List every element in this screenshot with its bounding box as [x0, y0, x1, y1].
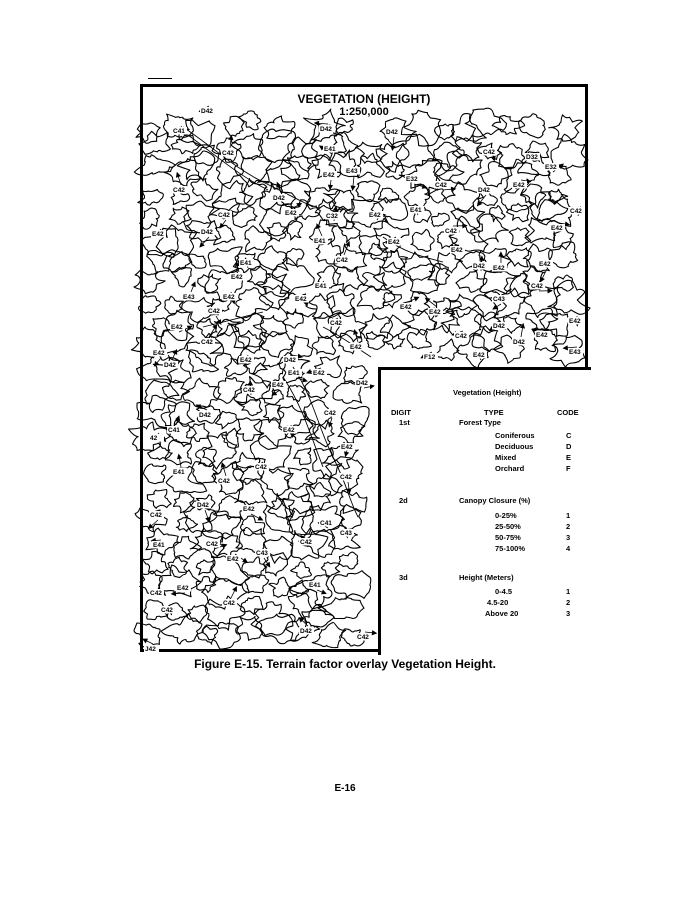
- legend-row-code: E: [566, 453, 572, 462]
- legend-row-label: 0-25%: [495, 511, 517, 520]
- vegetation-area-outline: [139, 296, 161, 313]
- vegetation-area-outline: [139, 131, 171, 154]
- vegetation-area-outline: [236, 394, 262, 415]
- vegetation-code-label: E42: [388, 239, 400, 246]
- vegetation-code-label: E41: [288, 370, 300, 377]
- arrowhead: [307, 370, 312, 374]
- vegetation-area-outline: [147, 490, 171, 509]
- vegetation-area-outline: [438, 253, 462, 273]
- vegetation-area-outline: [282, 137, 318, 171]
- vegetation-area-outline: [358, 153, 385, 178]
- vegetation-code-label: E43: [183, 294, 195, 301]
- vegetation-area-outline: [145, 380, 179, 412]
- vegetation-code-label: C42: [336, 257, 348, 264]
- vegetation-code-label: D42: [320, 126, 332, 133]
- vegetation-code-label: C42: [357, 634, 369, 641]
- vegetation-area-outline: [171, 267, 191, 287]
- vegetation-code-label: E42: [243, 506, 255, 513]
- arrowhead: [493, 305, 498, 309]
- vegetation-code-label: C43: [340, 530, 352, 537]
- vegetation-code-label: J42: [145, 646, 156, 653]
- vegetation-area-outline: [183, 378, 221, 408]
- vegetation-code-label: E42: [323, 172, 335, 179]
- vegetation-code-label: C32: [326, 213, 338, 220]
- vegetation-area-outline: [341, 406, 369, 435]
- vegetation-area-outline: [144, 464, 166, 484]
- legend-row-label: 75-100%: [495, 544, 526, 553]
- vegetation-area-outline: [312, 336, 335, 354]
- vegetation-area-outline: [436, 339, 459, 361]
- vegetation-code-label: C42: [201, 339, 213, 346]
- vegetation-code-label: E42: [240, 357, 252, 364]
- arrowhead: [298, 354, 302, 358]
- vegetation-area-outline: [256, 614, 300, 644]
- vegetation-code-label: E42: [513, 182, 525, 189]
- vegetation-code-label: E41: [314, 238, 326, 245]
- vegetation-code-label: E42: [272, 382, 284, 389]
- vegetation-code-label: E41: [173, 469, 185, 476]
- legend-panel: [378, 367, 591, 655]
- vegetation-code-label: E32: [406, 176, 418, 183]
- arrowhead: [422, 185, 426, 189]
- arrowhead: [243, 558, 247, 562]
- vegetation-code-label: C42: [223, 600, 235, 607]
- vegetation-area-outline: [336, 118, 353, 134]
- vegetation-area-outline: [134, 623, 160, 647]
- vegetation-code-label: C42: [222, 150, 234, 157]
- vegetation-area-outline: [289, 575, 332, 609]
- vegetation-code-label: E42: [429, 309, 441, 316]
- vegetation-area-outline: [366, 332, 385, 350]
- vegetation-code-label: D42: [493, 323, 505, 330]
- vegetation-code-label: C42: [483, 149, 495, 156]
- vegetation-code-label: D42: [201, 108, 213, 115]
- vegetation-code-label: D42: [199, 412, 211, 419]
- legend-digit-3: 3d: [399, 573, 408, 582]
- arrowhead: [541, 277, 545, 282]
- vegetation-area-outline: [331, 571, 371, 600]
- vegetation-code-label: E41: [315, 283, 327, 290]
- figure-caption: Figure E-15. Terrain factor overlay Vegetation Height.: [194, 657, 496, 671]
- vegetation-code-label: C42: [150, 590, 162, 597]
- vegetation-area-outline: [134, 155, 175, 176]
- arrowhead: [303, 378, 307, 382]
- arrowhead: [258, 516, 263, 520]
- vegetation-code-label: C43: [493, 296, 505, 303]
- vegetation-area-outline: [235, 478, 267, 506]
- vegetation-code-label: E42: [177, 585, 189, 592]
- legend-row-label: 4.5-20: [487, 598, 509, 607]
- arrowhead: [372, 631, 376, 635]
- vegetation-code-label: C42: [300, 539, 312, 546]
- legend-row-label: 25-50%: [495, 522, 521, 531]
- vegetation-code-label: C42: [206, 541, 218, 548]
- vegetation-area-outline: [269, 577, 291, 597]
- vegetation-area-outline: [291, 562, 312, 578]
- arrowhead: [426, 298, 430, 302]
- vegetation-code-label: E42: [369, 212, 381, 219]
- arrowhead: [317, 224, 321, 228]
- vegetation-map: [140, 84, 588, 652]
- vegetation-area-outline: [215, 411, 237, 429]
- legend-row-label: Orchard: [495, 464, 525, 473]
- vegetation-area-outline: [281, 156, 311, 180]
- vegetation-code-label: D32: [526, 154, 538, 161]
- vegetation-area-outline: [187, 605, 207, 623]
- vegetation-code-label: E42: [473, 352, 485, 359]
- arrowhead: [565, 222, 569, 226]
- vegetation-area-outline: [169, 207, 191, 224]
- vegetation-code-label: 42: [150, 435, 158, 442]
- vegetation-area-outline: [289, 580, 309, 597]
- vegetation-code-label: C42: [330, 320, 342, 327]
- vegetation-code-label: D42: [473, 263, 485, 270]
- vegetation-code-label: C43: [256, 550, 268, 557]
- vegetation-area-outline: [267, 223, 286, 242]
- arrowhead: [192, 282, 196, 286]
- vegetation-area-outline: [134, 270, 165, 294]
- vegetation-code-label: E42: [152, 231, 164, 238]
- arrowhead: [328, 185, 332, 189]
- vegetation-area-outline: [253, 315, 287, 337]
- vegetation-code-label: D42: [386, 129, 398, 136]
- vegetation-code-label: E43: [569, 349, 581, 356]
- vegetation-code-label: C42: [340, 474, 352, 481]
- arrowhead: [172, 592, 176, 596]
- vegetation-area-outline: [548, 280, 590, 314]
- vegetation-code-label: E41: [324, 146, 336, 153]
- arrowhead: [249, 381, 253, 385]
- vegetation-code-label: D42: [164, 362, 176, 369]
- vegetation-area-outline: [396, 134, 438, 167]
- vegetation-area-outline: [327, 289, 355, 316]
- arrowhead: [206, 517, 210, 522]
- legend-row-label: 0-4.5: [495, 587, 513, 596]
- vegetation-code-label: E41: [240, 260, 252, 267]
- arrowhead: [322, 590, 326, 594]
- header-rule: [148, 78, 172, 79]
- vegetation-area-outline: [340, 491, 367, 514]
- vegetation-area-outline: [187, 423, 210, 441]
- vegetation-area-outline: [283, 309, 304, 328]
- vegetation-area-outline: [407, 329, 431, 348]
- arrowhead: [178, 455, 182, 459]
- arrowhead: [221, 463, 225, 467]
- vegetation-code-label: E42: [285, 210, 297, 217]
- vegetation-area-outline: [191, 177, 218, 201]
- vegetation-area-outline: [140, 208, 159, 229]
- vegetation-area-outline: [383, 291, 401, 308]
- vegetation-area-outline: [196, 560, 213, 575]
- vegetation-area-outline: [136, 123, 160, 143]
- vegetation-code-label: C42: [324, 410, 336, 417]
- legend-heading-canopy: Canopy Closure (%): [459, 496, 531, 505]
- arrowhead: [563, 346, 567, 350]
- vegetation-code-label: C42: [218, 478, 230, 485]
- legend-row-code: 1: [566, 587, 571, 596]
- legend-row-code: 2: [566, 522, 571, 531]
- vegetation-code-label: E42: [295, 296, 307, 303]
- legend-row-code: 4: [566, 544, 571, 553]
- arrowhead: [233, 587, 237, 592]
- vegetation-area-outline: [286, 249, 304, 266]
- vegetation-area-outline: [373, 262, 406, 289]
- vegetation-code-label: D42: [201, 229, 213, 236]
- vegetation-area-outline: [432, 213, 450, 226]
- vegetation-area-outline: [318, 598, 364, 619]
- vegetation-code-label: E42: [350, 344, 362, 351]
- vegetation-code-label: E42: [153, 350, 165, 357]
- legend-row-code: C: [566, 431, 572, 440]
- vegetation-code-label: F12: [424, 354, 436, 361]
- vegetation-code-label: E42: [313, 370, 325, 377]
- vegetation-code-label: C41: [173, 128, 185, 135]
- vegetation-code-label: C42: [445, 228, 457, 235]
- vegetation-code-label: C42: [173, 187, 185, 194]
- arrowhead: [315, 121, 319, 125]
- arrowhead: [222, 544, 226, 548]
- legend-row-code: D: [566, 442, 572, 451]
- vegetation-code-label: E42: [551, 225, 563, 232]
- vegetation-code-label: E42: [400, 304, 412, 311]
- vegetation-code-label: C42: [570, 208, 582, 215]
- arrowhead: [345, 452, 349, 456]
- vegetation-area-outline: [501, 248, 531, 267]
- page-number: E-16: [334, 783, 356, 794]
- legend-row-label: Deciduous: [495, 442, 534, 451]
- vegetation-area-outline: [259, 285, 288, 310]
- legend-digit-1: 1st: [399, 418, 410, 427]
- vegetation-area-outline: [248, 266, 271, 285]
- vegetation-code-label: E32: [545, 164, 557, 171]
- vegetation-code-label: C42: [455, 333, 467, 340]
- vegetation-area-outline: [161, 402, 194, 428]
- arrowhead: [370, 385, 374, 389]
- vegetation-code-label: E42: [493, 265, 505, 272]
- arrowhead: [491, 156, 495, 160]
- vegetation-area-outline: [334, 132, 358, 156]
- legend-code-header: CODE: [557, 408, 579, 417]
- vegetation-code-label: C41: [168, 427, 180, 434]
- legend-row-code: F: [566, 464, 571, 473]
- vegetation-area-outline: [356, 181, 380, 202]
- legend-row-label: 50-75%: [495, 533, 521, 542]
- vegetation-area-outline: [272, 258, 314, 294]
- vegetation-area-outline: [264, 116, 295, 139]
- map-title: VEGETATION (HEIGHT): [297, 92, 431, 106]
- vegetation-area-outline: [288, 589, 326, 617]
- arrowhead: [143, 639, 148, 643]
- vegetation-area-outline: [174, 492, 195, 513]
- vegetation-area-outline: [228, 313, 266, 348]
- vegetation-area-outline: [260, 202, 298, 236]
- vegetation-code-label: E41: [153, 542, 165, 549]
- vegetation-area-outline: [339, 552, 358, 569]
- vegetation-code-label: C42: [161, 607, 173, 614]
- vegetation-area-outline: [163, 381, 190, 400]
- legend-row-code: 1: [566, 511, 571, 520]
- vegetation-code-label: E42: [341, 444, 353, 451]
- arrowhead: [220, 224, 224, 228]
- arrowhead: [351, 186, 355, 190]
- vegetation-code-label: C42: [208, 308, 220, 315]
- vegetation-code-label: E42: [451, 247, 463, 254]
- vegetation-area-outline: [161, 613, 202, 644]
- legend-digit-header: DIGIT: [391, 408, 411, 417]
- vegetation-code-label: D42: [197, 502, 209, 509]
- vegetation-area-outline: [507, 203, 529, 221]
- vegetation-code-label: C42: [218, 212, 230, 219]
- vegetation-code-label: C41: [320, 520, 332, 527]
- legend-title: Vegetation (Height): [453, 388, 522, 397]
- vegetation-area-outline: [278, 492, 315, 521]
- vegetation-code-label: E41: [410, 207, 422, 214]
- legend-row-label: Mixed: [495, 453, 517, 462]
- vegetation-code-label: E42: [539, 261, 551, 268]
- vegetation-area-outline: [202, 622, 240, 649]
- vegetation-code-label: E41: [309, 582, 321, 589]
- vegetation-area-outline: [165, 296, 184, 314]
- vegetation-area-outline: [189, 254, 206, 268]
- vegetation-area-outline: [240, 596, 263, 614]
- arrowhead: [297, 203, 302, 207]
- vegetation-code-label: E42: [283, 427, 295, 434]
- vegetation-area-outline: [137, 395, 176, 427]
- arrowhead: [173, 350, 177, 354]
- vegetation-area-outline: [138, 190, 164, 206]
- legend-row-label: Coniferous: [495, 431, 535, 440]
- arrowhead: [176, 173, 180, 178]
- vegetation-area-outline: [549, 115, 583, 141]
- arrowhead: [354, 330, 358, 334]
- map-scale: 1:250,000: [339, 106, 389, 118]
- vegetation-code-label: C42: [255, 464, 267, 471]
- vegetation-code-label: C42: [531, 283, 543, 290]
- vegetation-area-outline: [231, 207, 257, 228]
- vegetation-area-outline: [294, 448, 311, 465]
- vegetation-code-label: C42: [435, 182, 447, 189]
- vegetation-area-outline: [268, 494, 294, 519]
- legend-row-code: 2: [566, 598, 571, 607]
- legend-heading-forest-type: Forest Type: [459, 418, 501, 427]
- legend-heading-height: Height (Meters): [459, 573, 514, 582]
- legend-row-label: Above 20: [485, 609, 519, 618]
- vegetation-code-label: D42: [273, 195, 285, 202]
- vegetation-area-outline: [310, 474, 342, 497]
- vegetation-code-label: C42: [243, 387, 255, 394]
- legend-type-header: TYPE: [484, 408, 504, 417]
- vegetation-code-label: E42: [536, 332, 548, 339]
- legend-digit-2: 2d: [399, 496, 408, 505]
- vegetation-code-label: C42: [150, 512, 162, 519]
- vegetation-code-label: E42: [223, 294, 235, 301]
- vegetation-code-label: E42: [227, 556, 239, 563]
- vegetation-code-label: D42: [513, 339, 525, 346]
- vegetation-code-label: D42: [300, 628, 312, 635]
- arrowhead: [414, 297, 419, 301]
- vegetation-area-outline: [251, 602, 293, 636]
- vegetation-area-outline: [339, 221, 361, 243]
- vegetation-code-label: D42: [284, 357, 296, 364]
- vegetation-code-label: E42: [171, 324, 183, 331]
- arrowhead: [229, 136, 233, 140]
- arrowhead: [526, 179, 530, 183]
- vegetation-area-outline: [411, 229, 434, 251]
- vegetation-code-label: E42: [569, 318, 581, 325]
- arrowhead: [499, 252, 503, 256]
- vegetation-code-label: D42: [356, 380, 368, 387]
- legend-row-code: 3: [566, 609, 571, 618]
- vegetation-area-outline: [492, 116, 524, 135]
- arrowhead: [548, 289, 552, 293]
- legend-row-code: 3: [566, 533, 571, 542]
- vegetation-code-label: E43: [346, 168, 358, 175]
- vegetation-code-label: D42: [478, 187, 490, 194]
- vegetation-code-label: E42: [231, 274, 243, 281]
